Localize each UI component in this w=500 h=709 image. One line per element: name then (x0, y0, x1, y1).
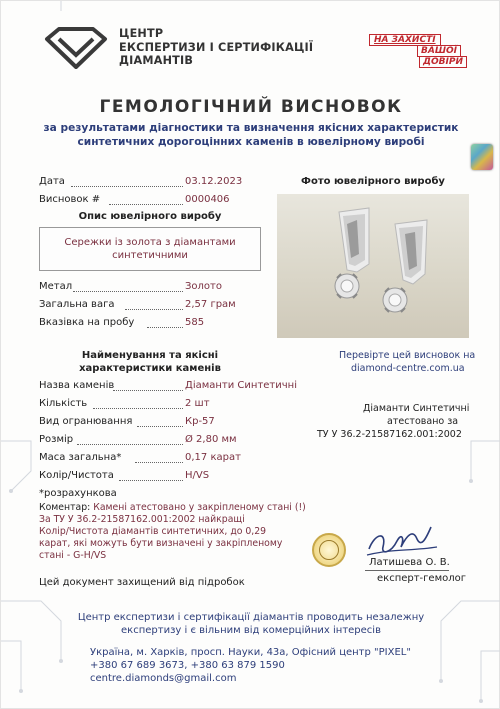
weight-value: 2,57 грам (185, 299, 236, 310)
description-line-1: Сережки із золота з діамантами (64, 237, 236, 248)
dotted-leader (135, 462, 183, 463)
photo-title: Фото ювелірного виробу (301, 176, 445, 187)
diamond-logo-icon (41, 25, 111, 69)
address: Україна, м. Харків, просп. Науки, 43а, Офісний центр "PIXEL" (90, 647, 411, 658)
expert-name: Латишева О. В. (369, 557, 450, 568)
hologram-sticker (471, 144, 493, 170)
description-title: Опис ювелірного виробу (78, 211, 222, 222)
contact-block (90, 646, 411, 685)
earrings-image (277, 194, 469, 338)
notice-line-2: експертизу і є вільним від комерційних інтересів (121, 625, 381, 636)
subtitle-line-1: за результатами діагностики та визначення якісних характеристик (43, 122, 459, 134)
cut-value: Кр-57 (185, 416, 215, 427)
stones-title-line-2: характеристики каменів (79, 363, 221, 374)
slogan-badge (369, 34, 464, 68)
dotted-leader (137, 426, 183, 427)
phones: +380 67 689 3673, +380 63 879 1590 (90, 660, 285, 671)
subtitle-line-2: синтетичних дорогоцінних каменів в ювелірному виробі (77, 136, 425, 148)
color-clarity-label: Колір/Чистота (39, 470, 114, 481)
signature-line (365, 570, 449, 571)
notice-line-1: Центр експертизи і сертифікації діамантів проводить незалежну (77, 612, 425, 623)
date-label: Дата (39, 176, 65, 187)
weight-label: Загальна вага (39, 299, 115, 310)
comment-line-5: стані - G-H/VS (39, 550, 107, 561)
description-box (39, 227, 261, 271)
dotted-leader (109, 204, 183, 205)
dotted-leader (71, 186, 183, 187)
number-label: Висновок # (39, 194, 101, 205)
dotted-leader (113, 390, 183, 391)
email-link[interactable]: centre.diamonds@gmail.com (90, 673, 237, 684)
dotted-leader (77, 444, 183, 445)
seal-stamp (312, 533, 346, 567)
date-value: 03.12.2023 (185, 176, 243, 187)
independence-notice (1, 611, 500, 637)
comment-line-2: За ТУ У 36.2-21587162.001:2002 найкращі (39, 514, 245, 525)
comment-line-4: карат, які можуть бути визначені у закріпленому (39, 538, 283, 549)
org-line-2: ЕКСПЕРТИЗИ І СЕРТИФІКАЦІЇ (119, 40, 314, 54)
dotted-leader (147, 327, 183, 328)
dotted-leader (93, 408, 183, 409)
size-label: Розмір (39, 434, 74, 445)
dotted-leader (125, 309, 183, 310)
description-line-2: синтетичними (112, 250, 188, 261)
comment-block (39, 502, 306, 562)
verify-link[interactable]: diamond-centre.com.ua (351, 363, 465, 374)
comment-label: Коментар: (39, 502, 91, 513)
metal-label: Метал (39, 281, 73, 292)
color-clarity-value: H/VS (185, 470, 210, 481)
attest-line-1: Діаманти Синтетичні (363, 403, 470, 414)
document-subtitle (1, 121, 500, 149)
org-line-1: ЦЕНТР (119, 27, 164, 40)
stone-name-label: Назва каменів (39, 380, 115, 391)
mass-label: Маса загальна* (39, 452, 122, 463)
stones-title-line-1: Найменування та якісні (81, 350, 219, 361)
quantity-value: 2 шт (185, 398, 210, 409)
dotted-leader (119, 480, 183, 481)
number-value: 0000406 (185, 194, 230, 205)
organization-name (119, 27, 313, 68)
metal-value: Золото (185, 281, 222, 292)
dotted-leader (73, 291, 183, 292)
mass-value: 0,17 карат (185, 452, 241, 463)
attest-line-2: атестовано за (387, 416, 459, 427)
slogan-line-2: ВАШОЇ (417, 45, 461, 57)
assay-label: Вказівка на пробу (39, 317, 135, 328)
slogan-line-3: ДОВІРИ (419, 56, 467, 68)
org-line-3: ДІАМАНТІВ (119, 54, 194, 67)
quantity-label: Кількість (39, 398, 88, 409)
cut-label: Вид огранювання (39, 416, 133, 427)
slogan-line-1: НА ЗАХИСТІ (369, 34, 441, 46)
stone-name-value: Діаманти Синтетичні (185, 380, 297, 391)
protected-notice: Цей документ захищений від підробок (39, 577, 245, 588)
attest-line-3: ТУ У 36.2-21587162.001:2002 (317, 429, 462, 440)
jewelry-photo (277, 194, 469, 338)
calc-note: *розрахункова (39, 488, 117, 499)
document-title: ГЕМОЛОГІЧНИЙ ВИСНОВОК (99, 97, 403, 117)
assay-value: 585 (185, 317, 205, 328)
comment-line-3: Колір/Чистота діамантів синтетичних, до 0,29 (39, 526, 267, 537)
comment-line-1: Камені атестовано у закріпленому стані (!) (93, 502, 306, 513)
size-value: Ø 2,80 мм (185, 434, 237, 445)
verify-text: Перевірте цей висновок на (339, 350, 476, 361)
expert-position: експерт-гемолог (377, 573, 466, 584)
